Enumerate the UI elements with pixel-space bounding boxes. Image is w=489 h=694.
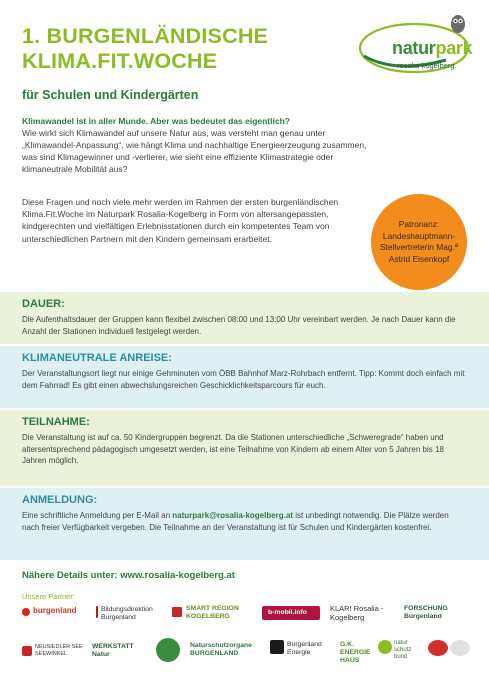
section-text: Die Veranstaltung ist auf ca. 50 Kindergruppen begrenzt. Da die Stationen unterschiedliche „Schweregrade“ haben und altersentsprechend pädagogisch umgesetzt werden, ist eine Teilnahme von Kindern ab einem Alter von 5 Jahren bis 18 Jahren möglich. bbox=[22, 433, 444, 465]
partner-klar: KLAR! Rosalia - Kogelberg bbox=[330, 604, 384, 622]
section-text: Der Veranstaltungsort liegt nur einige Gehminuten vom ÖBB Bahnhof Marz-Rohrbach entfernt. Tipp: Kommt doch einfach mit dem Fahrrad! Es gibt einen abwechslungsreichen Geschicklichkeitsparcours für euch. bbox=[22, 369, 465, 390]
naturschutzbund-logo-icon bbox=[378, 640, 392, 654]
coat-of-arms-icon bbox=[172, 607, 182, 617]
section-anreise bbox=[0, 346, 489, 408]
partner-forschung: FORSCHUNG Burgenland bbox=[404, 605, 448, 620]
email-link[interactable]: naturpark@rosalia-kogelberg.at bbox=[172, 511, 294, 520]
title-line-1: 1. BURGENLÄNDISCHE bbox=[22, 24, 269, 48]
section-heading: ANMELDUNG: bbox=[22, 494, 98, 506]
partners-label: Unsere Partner: bbox=[22, 592, 75, 601]
patronage-badge bbox=[371, 194, 467, 290]
partner-burgenland-energie: Burgenland Energie bbox=[287, 641, 322, 656]
partner-neusiedler-see: NEUSIEDLER SEE SEEWINKEL bbox=[35, 644, 83, 657]
anmeldung-text-after: ist unbedingt notwendig. Die Plätze werden nach freier Verfügbarkeit vergeben. Die Teilnahme an der Veranstaltung ist für Schulen und Kindergärten kostenfrei. bbox=[22, 511, 449, 532]
partner-bildungsdirektion: Bildungsdirektion Burgenland bbox=[101, 606, 153, 621]
logo-word-park: park bbox=[435, 38, 473, 58]
section-teilnahme bbox=[0, 410, 489, 486]
bildungsdirektion-logo-icon bbox=[96, 606, 98, 618]
intro-body: Wie wirkt sich Klimawandel auf unsere Natur aus, was versteht man genau unter „Klimawandel-Anpassung“, wie hängt Klima und nachhaltige Energieerzeugung zusammen, was sind Klimagewinner und -verlierer, wie sieht eine effiziente Klimastrategie oder klimaneutrale Mobilität aus? bbox=[22, 128, 367, 174]
section-heading: DAUER: bbox=[22, 298, 65, 310]
partner-energie-haus: G.K. ENERGIE HAUS bbox=[340, 641, 371, 664]
details-link[interactable]: Nähere Details unter: www.rosalia-kogelberg.at bbox=[22, 570, 235, 581]
burgenland-logo-icon bbox=[22, 608, 30, 616]
logo-wordmark bbox=[392, 38, 472, 59]
intro-lead: Klimawandel ist in aller Munde. Aber was bedeutet das eigentlich? bbox=[22, 116, 290, 126]
burgenland-energie-logo-icon bbox=[270, 640, 284, 654]
intro-block bbox=[22, 115, 372, 175]
intro-paragraph-2: Diese Fragen und noch viele mehr werden im Rahmen der ersten burgenländischen Klima.Fit.Woche im Naturpark Rosalia-Kogelberg in Form von altersangepassten, kindgerechten und vielfältigen Erlebnisstationen durch ein kompetentes Team von unterschiedlichen Partnern mit den Kindern gemeinsam erarbeitet. bbox=[22, 197, 339, 244]
logo-word-natur: natur bbox=[392, 38, 436, 58]
page-subtitle: für Schulen und Kindergärten bbox=[22, 88, 199, 102]
grey-emblem-icon bbox=[450, 640, 470, 656]
page-title bbox=[22, 24, 268, 74]
patronage-text: Patronanz: Landeshauptmann-Stellvertreterin Mag.ª Astrid Eisenkopf bbox=[379, 219, 459, 264]
anmeldung-text-before: Eine schriftliche Anmeldung per E-Mail an bbox=[22, 511, 173, 520]
title-line-2: KLIMA.FIT.WOCHE bbox=[22, 49, 218, 73]
section-heading: TEILNAHME: bbox=[22, 416, 90, 428]
tree-logo-icon bbox=[156, 638, 180, 662]
section-text: Die Aufenthaltsdauer der Gruppen kann flexibel zwischen 08:00 und 13:00 Uhr vereinbart werden. Je nach Dauer kann die Anzahl der Stationen individuell festgelegt werden. bbox=[22, 315, 456, 336]
partner-werkstatt-natur: WERKSTATT Natur bbox=[92, 643, 134, 658]
partner-burgenland: burgenland bbox=[33, 606, 77, 615]
partner-smart-region: SMART REGION KOGELBERG bbox=[186, 605, 239, 620]
section-dauer bbox=[0, 292, 489, 344]
partner-naturschutzorgane: Naturschutzorgane BURGENLAND bbox=[190, 642, 252, 657]
partner-b-mobil: b-mobil.info bbox=[268, 609, 307, 616]
neusiedler-see-logo-icon bbox=[22, 646, 32, 656]
section-text bbox=[22, 510, 467, 533]
partner-naturschutzbund: natur schutz bund bbox=[394, 640, 412, 660]
owl-icon bbox=[451, 15, 465, 33]
red-emblem-icon bbox=[428, 640, 448, 656]
section-heading: KLIMANEUTRALE ANREISE: bbox=[22, 352, 172, 364]
section-anmeldung bbox=[0, 488, 489, 560]
logo-subtitle: rosalia-kogelberg bbox=[397, 61, 455, 70]
